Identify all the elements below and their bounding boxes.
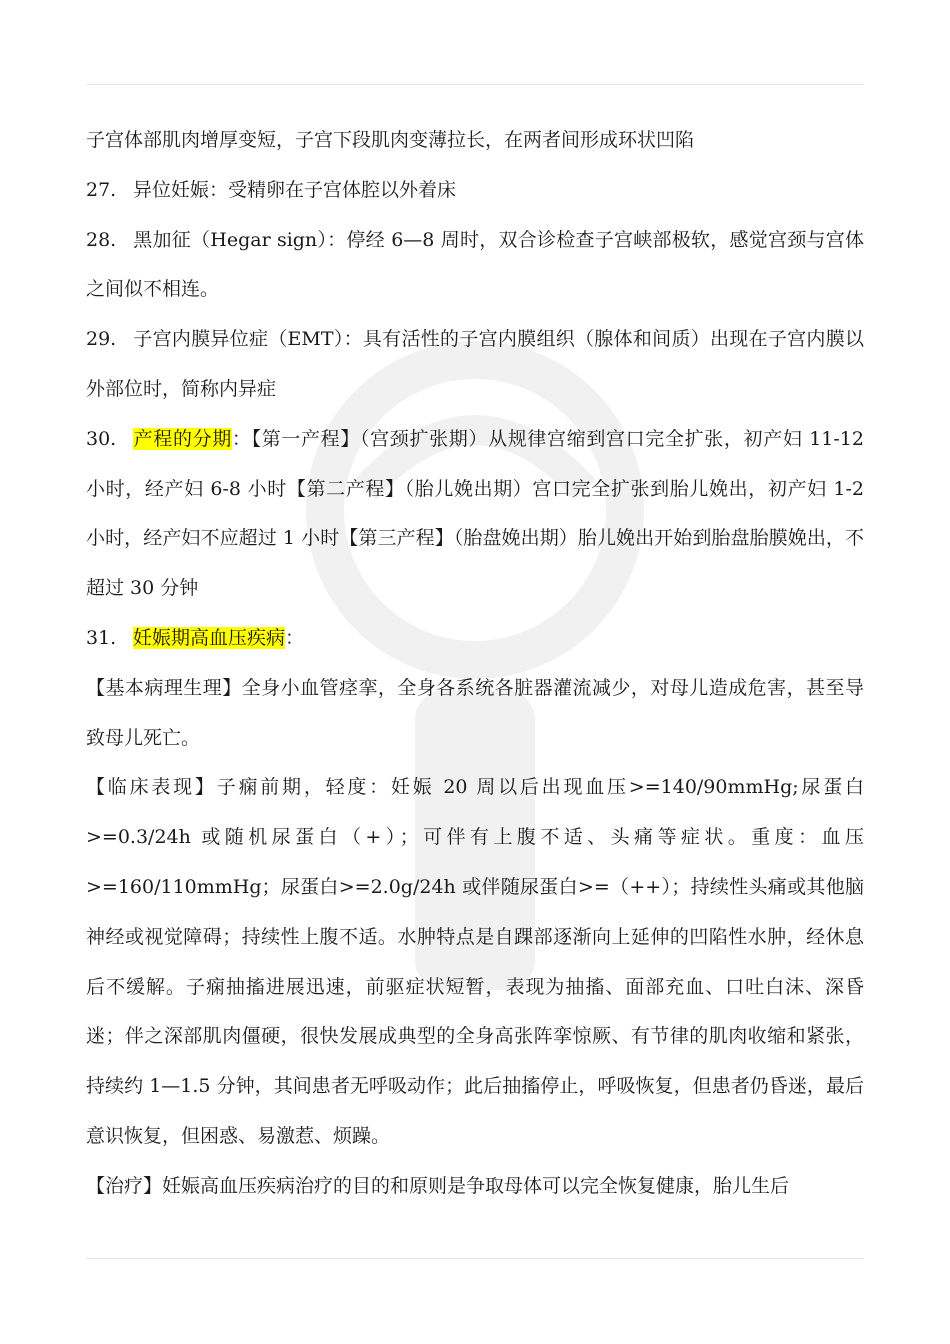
paragraph-clinical-manifestation: 【临床表现】子痫前期，轻度：妊娠 20 周以后出现血压>=140/90mmHg;尿蛋白>=0.3/24h 或随机尿蛋白（+）；可伴有上腹不适、头痛等症状。重度：血压>=160/110mmHg；尿蛋白>=2.0g/24h 或伴随尿蛋白>=（++）；持续性头痛或其他脑神经或视觉障碍；持续性上腹不适。水肿特点是自踝部逐渐向上延伸的凹陷性水肿，经休息后不缓解。子痫抽搐进展迅速，前驱症状短暂，表现为抽搐、面部充血、口吐白沫、深昏迷；伴之深部肌肉僵硬，很快发展成典型的全身高张阵挛惊厥、有节律的肌肉收缩和紧张，持续约 1—1.5 分钟，其间患者无呼吸动作；此后抽搐停止，呼吸恢复，但患者仍昏迷，最后意识恢复，但困惑、易激惹、烦躁。 <box>86 776 864 1147</box>
item-29: 29. 子宫内膜异位症（EMT）：具有活性的子宫内膜组织（腺体和间质）出现在子宫内膜以外部位时，简称内异症 <box>86 315 864 415</box>
footer-rule <box>86 1258 864 1259</box>
item-number: 27. <box>86 178 117 201</box>
header-rule <box>86 84 864 85</box>
document-body <box>86 116 864 1212</box>
item-number: 31. <box>86 626 117 649</box>
item-number: 30. <box>86 427 117 450</box>
highlighted-term: 产程的分期 <box>133 427 232 450</box>
item-28: 28. 黑加征（Hegar sign）：停经 6—8 周时，双合诊检查子宫峡部极软，感觉宫颈与宫体之间似不相连。 <box>86 216 864 316</box>
highlighted-term: 妊娠期高血压疾病 <box>133 626 286 649</box>
paragraph-continuation: 子宫体部肌肉增厚变短，子宫下段肌肉变薄拉长，在两者间形成环状凹陷 <box>86 129 695 151</box>
paragraph-basic-pathophysiology: 【基本病理生理】全身小血管痉挛，全身各系统各脏器灌流减少，对母儿造成危害，甚至导致母儿死亡。 <box>86 676 864 749</box>
item-27: 27. 异位妊娠：受精卵在子宫体腔以外着床 <box>86 166 864 216</box>
item-number: 28. <box>86 228 117 251</box>
item-30: 30. 产程的分期：【第一产程】（宫颈扩张期）从规律宫缩到宫口完全扩张，初产妇 11-12 小时，经产妇 6-8 小时【第二产程】（胎儿娩出期）宫口完全扩张到胎儿娩出，初产妇 1-2 小时，经产妇不应超过 1 小时【第三产程】（胎盘娩出期）胎儿娩出开始到胎盘胎膜娩出，不超过 30 分钟 <box>86 415 864 614</box>
item-31: 31. 妊娠期高血压疾病： <box>86 614 864 664</box>
item-number: 29. <box>86 328 117 351</box>
paragraph-treatment: 【治疗】妊娠高血压疾病治疗的目的和原则是争取母体可以完全恢复健康，胎儿生后 <box>86 1174 790 1197</box>
